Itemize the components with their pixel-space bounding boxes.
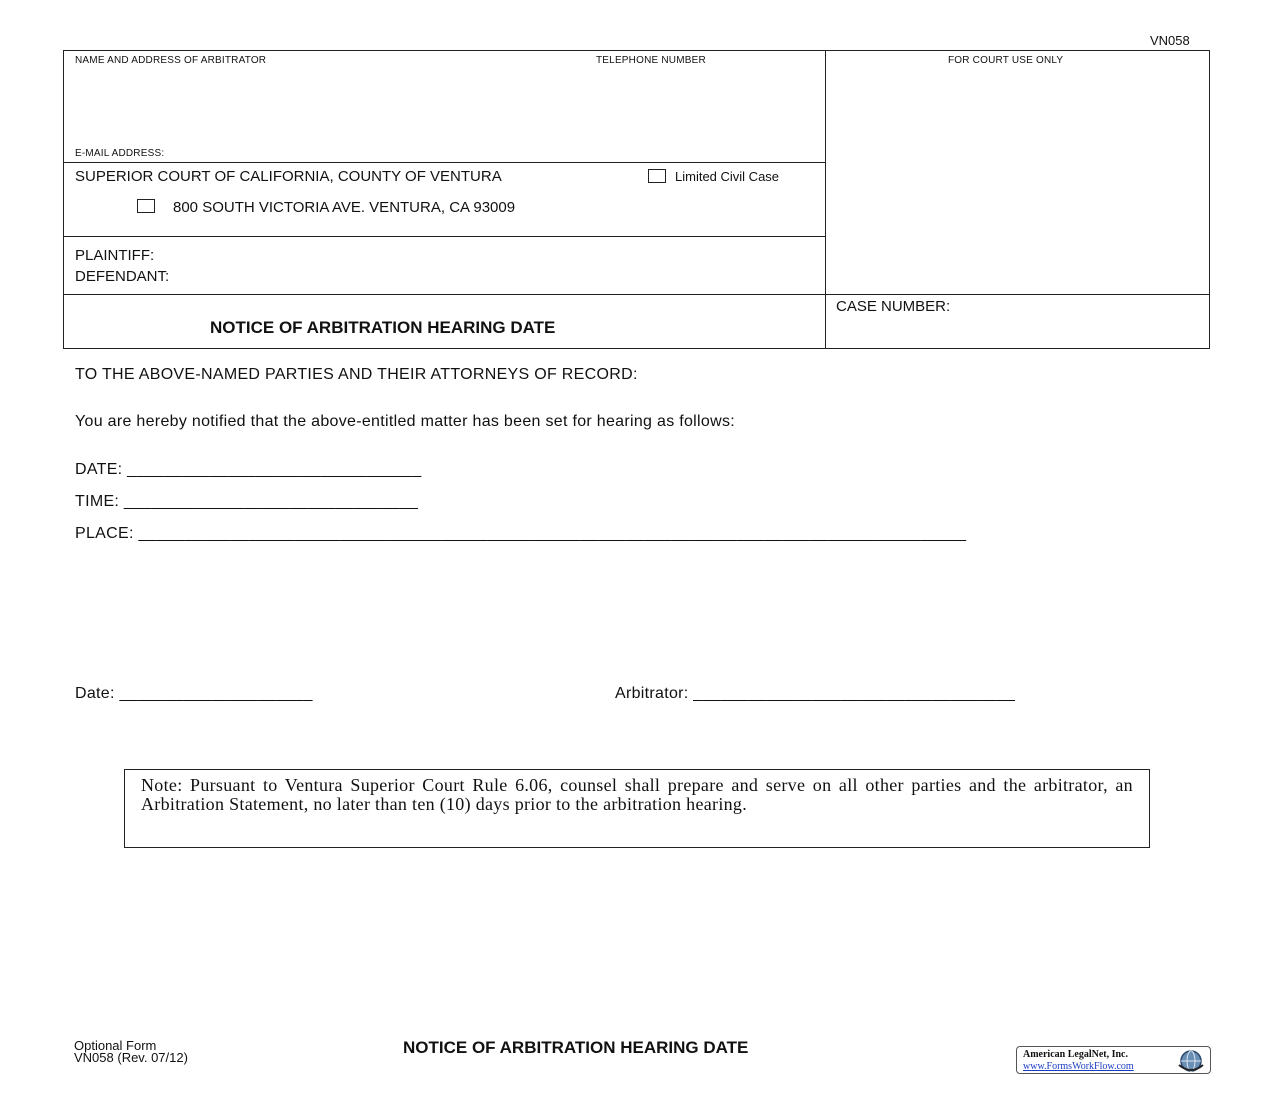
limited-civil-checkbox[interactable] <box>648 169 666 183</box>
limited-civil-label: Limited Civil Case <box>675 169 780 184</box>
revision-label: VN058 (Rev. 07/12) <box>74 1050 188 1065</box>
telephone-label: TELEPHONE NUMBER <box>596 55 706 66</box>
publisher-name: American LegalNet, Inc. <box>1023 1049 1128 1060</box>
place-field[interactable]: PLACE: __________________________________________________________________________________________ <box>75 525 967 542</box>
caption-header <box>63 50 1210 349</box>
form-title: NOTICE OF ARBITRATION HEARING DATE <box>210 318 556 337</box>
defendant-label: DEFENDANT: <box>75 268 170 285</box>
salutation: TO THE ABOVE-NAMED PARTIES AND THEIR ATTORNEYS OF RECORD: <box>75 366 638 383</box>
form-code: VN058 <box>1150 33 1190 48</box>
date-field[interactable]: DATE: ________________________________ <box>75 461 422 478</box>
email-label: E-MAIL ADDRESS: <box>75 148 165 159</box>
note-text: Note: Pursuant to Ventura Superior Court Rule 6.06, counsel shall prepare and serve on all other parties and the arbitrator, an Arbitration Statement, no later than ten (10) days prior to the arbitration hearing. <box>141 775 1133 814</box>
time-field[interactable]: TIME: ________________________________ <box>75 493 419 510</box>
court-address: 800 SOUTH VICTORIA AVE. VENTURA, CA 93009 <box>173 199 516 216</box>
note-box <box>124 769 1150 848</box>
name-address-label: NAME AND ADDRESS OF ARBITRATOR <box>75 55 267 66</box>
optional-form-label: Optional Form <box>74 1038 157 1053</box>
footer-title: NOTICE OF ARBITRATION HEARING DATE <box>403 1038 749 1057</box>
vertical-divider <box>825 51 826 349</box>
globe-icon <box>1176 1049 1206 1073</box>
case-number-label: CASE NUMBER: <box>836 298 951 315</box>
divider <box>64 294 1209 295</box>
divider <box>64 162 825 163</box>
signature-date-field[interactable]: Date: _____________________ <box>75 685 313 702</box>
court-address-checkbox[interactable] <box>137 199 155 213</box>
publisher-logo <box>1016 1046 1211 1074</box>
notice-text: You are hereby notified that the above-entitled matter has been set for hearing as follows: <box>75 413 735 430</box>
publisher-url[interactable]: www.FormsWorkFlow.com <box>1023 1061 1134 1072</box>
court-name: SUPERIOR COURT OF CALIFORNIA, COUNTY OF VENTURA <box>75 168 502 185</box>
court-use-label: FOR COURT USE ONLY <box>948 55 1064 66</box>
divider <box>64 236 825 237</box>
arbitrator-signature-field[interactable]: Arbitrator: ___________________________________ <box>615 685 1016 702</box>
plaintiff-label: PLAINTIFF: <box>75 247 155 264</box>
